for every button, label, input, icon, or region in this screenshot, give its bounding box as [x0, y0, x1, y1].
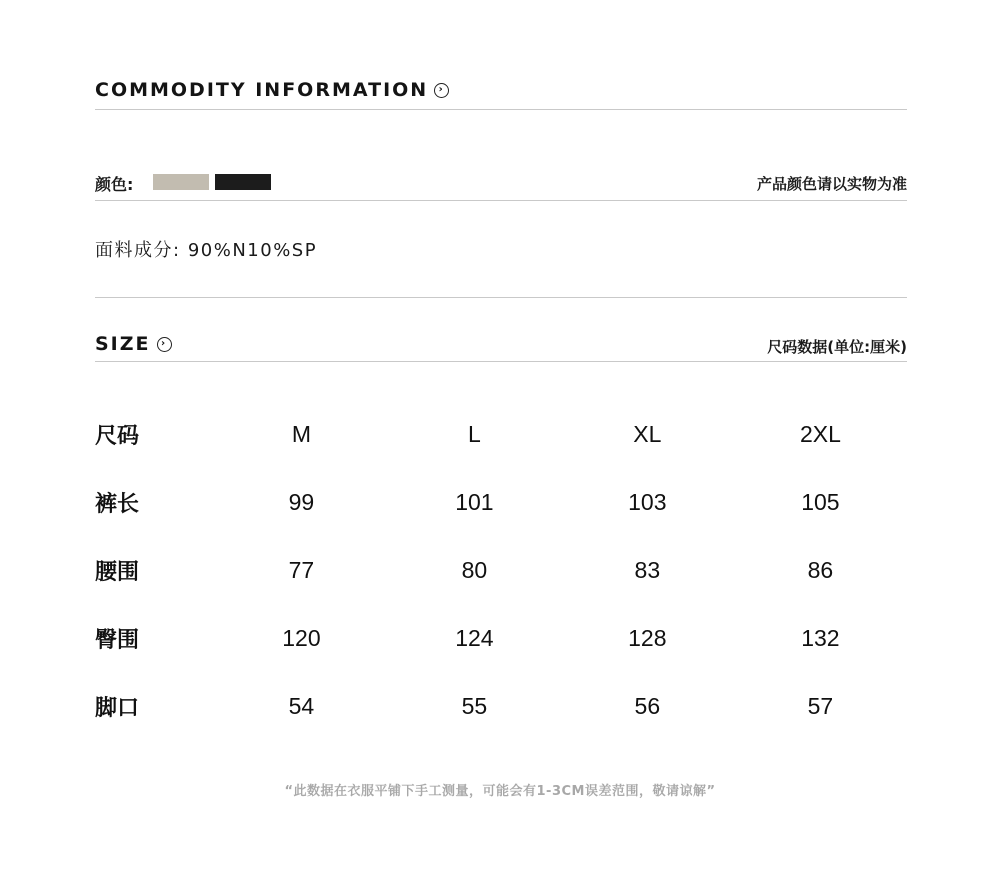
fabric-composition: [95, 236, 317, 262]
divider: [95, 200, 907, 201]
color-swatch-beige: [153, 174, 209, 190]
size-unit-note: 尺码数据(单位:厘米): [767, 338, 907, 356]
table-cell: 132: [801, 624, 840, 651]
table-cell: 83: [634, 556, 661, 583]
table-row: [95, 604, 907, 672]
divider: [95, 109, 907, 110]
size-table: [95, 400, 907, 740]
table-row: [95, 672, 907, 740]
table-cell: 56: [634, 692, 661, 719]
color-disclaimer: 产品颜色请以实物为准: [756, 175, 907, 193]
measurement-footnote: “此数据在衣服平铺下手工测量，可能会有1-3CM误差范围，敬请谅解”: [284, 784, 716, 799]
chevron-right-circle-icon: ›: [434, 83, 449, 98]
color-swatch-black: [215, 174, 271, 190]
row-label: 腰围: [95, 559, 140, 585]
size-col-header: XL: [633, 420, 662, 447]
table-cell: 55: [461, 692, 488, 719]
size-section-title: [95, 333, 172, 355]
color-label: 颜色:: [95, 175, 134, 194]
table-header-row: [95, 400, 907, 468]
table-cell: 99: [288, 488, 315, 515]
table-cell: 105: [801, 488, 840, 515]
table-cell: 54: [288, 692, 315, 719]
commodity-section-title: [95, 79, 449, 101]
chevron-right-circle-icon: ›: [157, 337, 172, 352]
row-label: 臀围: [95, 627, 140, 653]
row-label: 裤长: [95, 491, 140, 517]
table-cell: 80: [461, 556, 488, 583]
size-col-header: L: [467, 420, 481, 447]
table-row: [95, 536, 907, 604]
fabric-value: 90%N10%SP: [187, 240, 318, 261]
size-col-header: 2XL: [799, 420, 841, 447]
size-col-header: M: [291, 420, 312, 447]
divider: [95, 361, 907, 362]
size-title-text: SIZE: [95, 333, 151, 355]
table-cell: 120: [282, 624, 321, 651]
table-row: [95, 468, 907, 536]
commodity-title-text: COMMODITY INFORMATION: [95, 79, 429, 101]
table-cell: 77: [288, 556, 315, 583]
fabric-label: 面料成分:: [95, 240, 181, 261]
table-cell: 128: [628, 624, 667, 651]
size-header-label: 尺码: [95, 423, 140, 449]
row-label: 脚口: [95, 695, 140, 721]
table-cell: 101: [455, 488, 494, 515]
table-cell: 124: [455, 624, 494, 651]
table-cell: 57: [807, 692, 834, 719]
table-cell: 103: [628, 488, 667, 515]
divider: [95, 297, 907, 298]
table-cell: 86: [807, 556, 834, 583]
